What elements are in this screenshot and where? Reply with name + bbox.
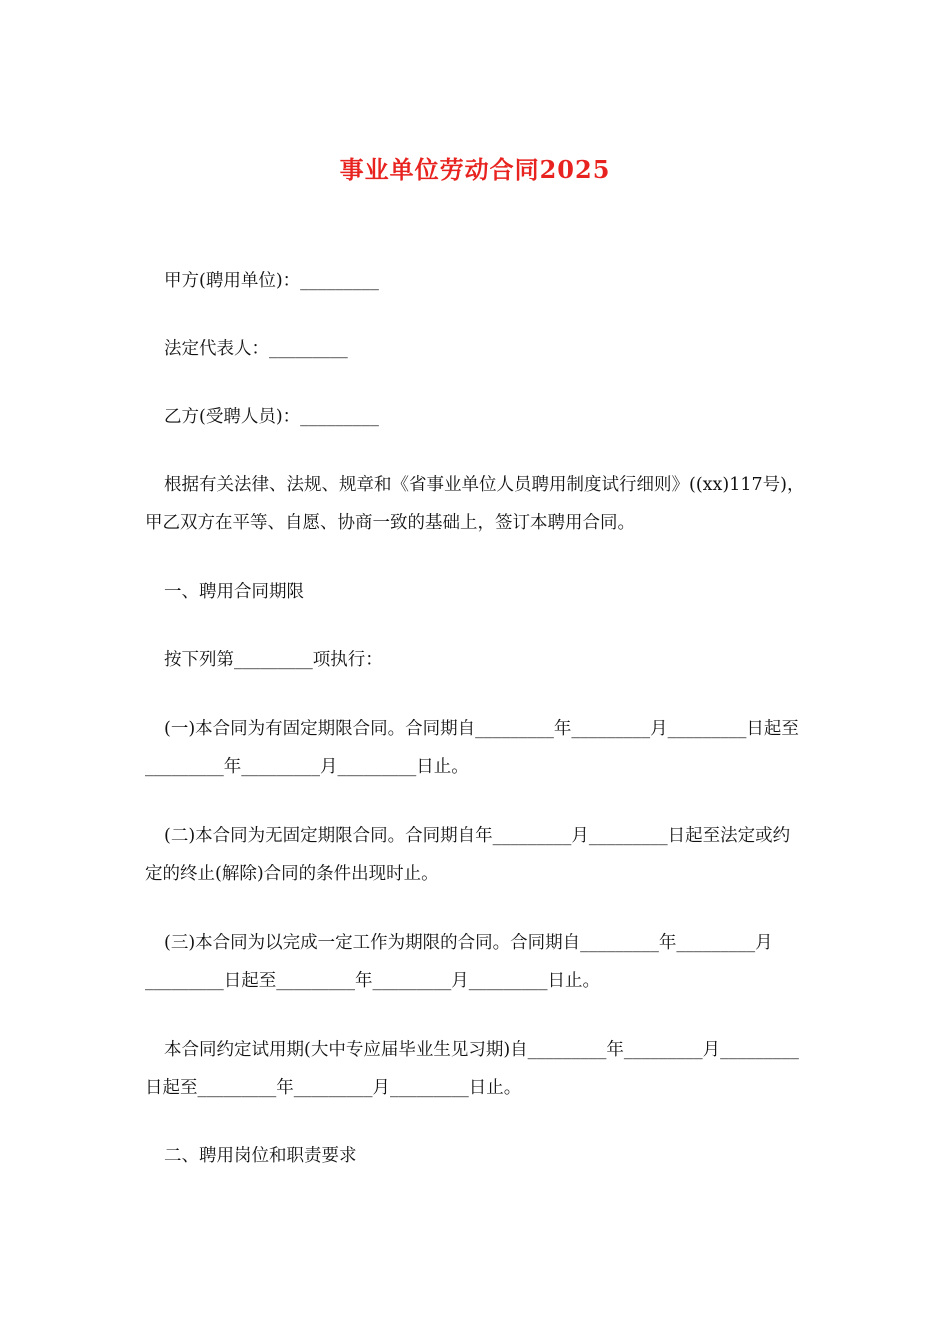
probation-clause: 本合同约定试用期(大中专应届毕业生见习期)自_________年_________月_________日起至_________年_________月_________日止。 — [145, 1040, 799, 1098]
task-term-clause: (三)本合同为以完成一定工作为期限的合同。合同期自_________年_________月_________日起至_________年_________月_________日止。 — [145, 933, 773, 991]
open-term-clause: (二)本合同为无固定期限合同。合同期自年_________月_________日起至法定或约定的终止(解除)合同的条件出现时止。 — [145, 826, 791, 884]
section-1-heading: 一、聘用合同期限 — [164, 582, 304, 602]
party-a-line: 甲方(聘用单位)：_________ — [164, 271, 379, 291]
document-title: 事业单位劳动合同2025 — [339, 155, 611, 184]
fixed-term-clause: (一)本合同为有固定期限合同。合同期自_________年_________月_________日起至_________年_________月_________日止。 — [145, 719, 799, 777]
legal-representative-line: 法定代表人：_________ — [164, 339, 348, 359]
preamble-paragraph: 根据有关法律、法规、规章和《省事业单位人员聘用制度试行细则》((xx)117号)，甲乙双方在平等、自愿、协商一致的基础上，签订本聘用合同。 — [145, 475, 805, 533]
section-2-heading: 二、聘用岗位和职责要求 — [164, 1146, 357, 1166]
party-b-line: 乙方(受聘人员)：_________ — [164, 407, 379, 427]
execution-clause: 按下列第_________项执行： — [164, 650, 383, 670]
